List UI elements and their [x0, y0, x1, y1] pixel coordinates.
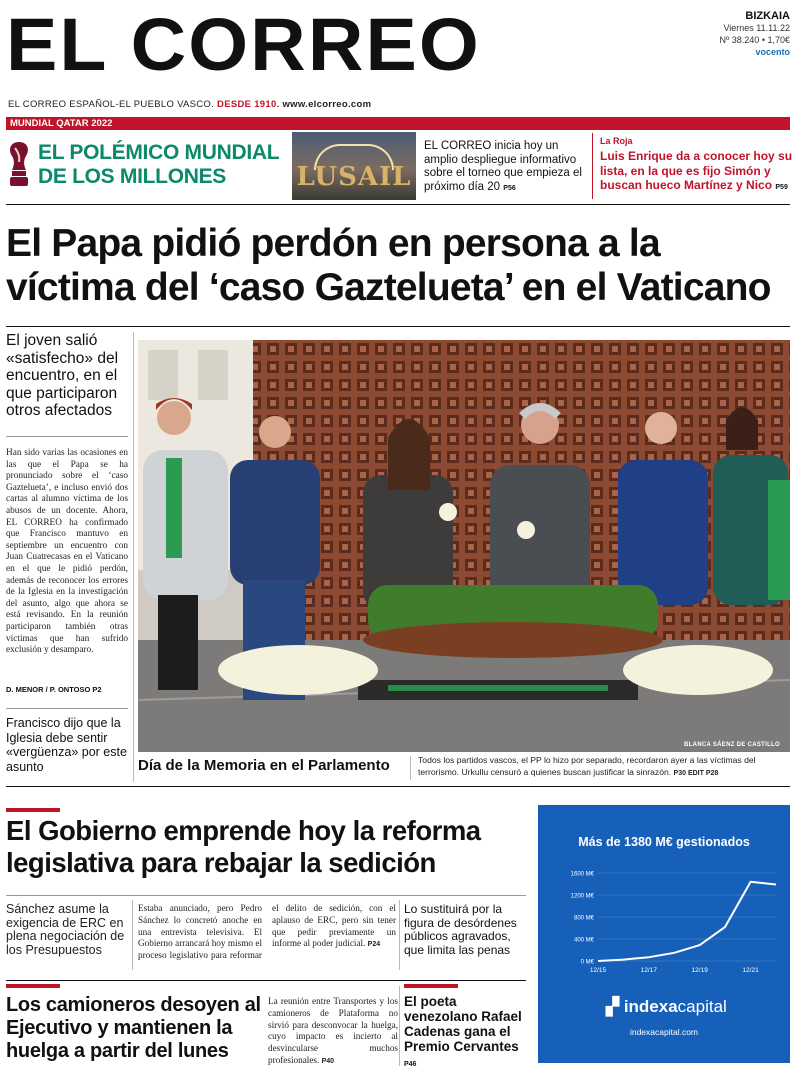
photo-caption-headline[interactable]: Día de la Memoria en el Parlamento: [138, 757, 390, 774]
edition-date: Viernes 11.11.22: [723, 23, 790, 33]
cervantes-page: P46: [404, 1061, 417, 1068]
roja-story[interactable]: [600, 149, 794, 196]
lusail-sign: LUSAIL: [296, 162, 412, 192]
world-cup-trophy-icon: [6, 140, 32, 190]
photo-caption-pages: P30 EDIT P28: [673, 769, 719, 777]
story2-sidebar: Lo sustituirá por la figura de desórdenes públicos agravados, que limita las penas: [404, 902, 517, 957]
promo-page: P56: [503, 184, 516, 192]
edition-region: BIZKAIA: [745, 10, 790, 22]
tagline-url[interactable]: www.elcorreo.com: [282, 99, 372, 110]
promo-text[interactable]: [424, 140, 582, 195]
section-bar: [6, 117, 790, 130]
lusail-stadium-image: [292, 132, 416, 200]
promo-divider: [592, 133, 593, 199]
caption-divider: [410, 756, 411, 780]
story3-accent: [6, 984, 60, 988]
story3-headline[interactable]: Los camioneros desoyen al Ejecutivo y mantienen la huelga a partir del lunes: [6, 994, 261, 1062]
photo-caption: [418, 755, 794, 779]
edition-info: [720, 10, 791, 58]
headline-rule: [6, 326, 790, 327]
roja-text: Luis Enrique da a conocer hoy su lista, en la que es fijo Simón y buscan hueco Martínez y Nico: [600, 149, 793, 192]
memorial-photo-illustration: [138, 340, 790, 752]
story2-divider-1: [132, 900, 133, 970]
cervantes-story[interactable]: [404, 994, 526, 1072]
side-quote-rule: [6, 708, 128, 709]
ad-chart-y-tick: 0 M€: [580, 959, 594, 966]
ad-chart-y-tick: 1200 M€: [570, 893, 594, 900]
story3-body-text: La reunión entre Transportes y los camioneros de Plataforma no sirvió para desconvocar la huelga, cuyo impacto es incierto al desvincularse muchos profesionales.: [268, 996, 398, 1065]
ad-title: Más de 1380 M€ gestionados: [578, 835, 750, 849]
ad-chart-series-line: [598, 882, 776, 961]
ad-chart-x-tick: 12/19: [691, 967, 708, 974]
roja-page: P59: [775, 184, 788, 191]
tagline-since: DESDE 1910.: [217, 99, 280, 110]
side-quote[interactable]: Francisco dijo que la Iglesia debe sentir «vergüenza» por este asunto: [6, 716, 127, 774]
photo-credit: BLANCA SÁENZ DE CASTILLO: [684, 742, 780, 748]
ad-brand-light: capital: [677, 997, 727, 1016]
ad-chart-x-tick: 12/15: [589, 967, 607, 974]
promo-text-body: EL CORREO inicia hoy un amplio despliegue informativo sobre el torneo que empieza el próximo día 20: [424, 140, 582, 193]
promo-bottom-rule: [6, 204, 790, 205]
story2-divider-2: [399, 900, 400, 970]
story3-divider: [399, 986, 400, 1066]
story2-body: [138, 903, 396, 962]
cervantes-accent: [404, 984, 458, 988]
column-divider: [133, 332, 134, 782]
indexa-logo-icon: ▞: [606, 997, 620, 1016]
ad-chart-y-tick: 400 M€: [573, 937, 594, 944]
story2-headline[interactable]: El Gobierno emprende hoy la reforma legislativa para rebajar la sedición: [6, 815, 481, 878]
ad-chart-x-tick: 12/21: [742, 967, 759, 974]
ad-brand: [606, 997, 727, 1017]
photo-bottom-rule: [6, 786, 790, 787]
ad-url[interactable]: indexacapital.com: [629, 1027, 699, 1037]
story2-subhead: Sánchez asume la exigencia de ERC en plena negociación de los Presupuestos: [6, 902, 125, 957]
indexa-capital-ad[interactable]: [538, 805, 790, 1063]
lead-subhead: El joven salió «satisfecho» del encuentro, en el que participaron otros afectados: [6, 332, 119, 419]
ad-chart-y-tick: 1600 M€: [570, 871, 594, 878]
roja-kicker: La Roja: [600, 136, 633, 146]
lead-byline: D. MENOR / P. ONTOSO P2: [6, 685, 102, 694]
memorial-photo[interactable]: [138, 340, 790, 752]
ad-chart-y-tick: 800 M€: [573, 915, 594, 922]
lead-subhead-rule: [6, 436, 128, 437]
edition-issue: Nº 38.240 • 1,70€: [719, 35, 790, 45]
newspaper-logo: EL CORREO: [6, 3, 481, 86]
ad-chart-x-tick: 12/17: [640, 967, 657, 974]
story2-accent: [6, 808, 60, 812]
tagline-main: EL CORREO ESPAÑOL-EL PUEBLO VASCO.: [8, 99, 215, 110]
cervantes-headline: El poeta venezolano Rafael Cadenas gana el Premio Cervantes: [404, 994, 522, 1054]
story2-rule: [6, 895, 526, 896]
photo-caption-text: Todos los partidos vascos, el PP lo hizo por separado, recordaron ayer a las víctimas del terrorismo. Urkullu censuró a quienes buscan justificar la sinrazón.: [418, 755, 756, 777]
masthead-tagline: [8, 99, 371, 110]
lead-body: Han sido varias las ocasiones en las que el Papa se ha pronunciado sobre el ‘caso Gaztelueta’, e incluso envió dos cartas al alumno víctima de los abusos de un docente. Ahora, EL CORREO ha confirmado que Francisco mantuvo en septiembre un encuentro con Juan Cuatrecasas en el Vaticano en el que le pidió perdón, además de reconocer los errores de la Iglesia en la investigación del asunto, algo que ahora se está revisando. En la reunión participaron también otras víctimas que han sufrido exclusión y desamparo.: [6, 448, 128, 656]
promo-title[interactable]: EL POLÉMICO MUNDIAL DE LOS MILLONES: [38, 141, 279, 188]
story3-body: [268, 996, 398, 1068]
section-label: MUNDIAL QATAR 2022: [10, 118, 113, 129]
story2-body-text: Estaba anunciado, pero Pedro Sánchez lo concretó anoche en una entrevista televisiva. El Gobierno arrancará hoy mismo el proceso legislativo para reformar el delito de sedición, con el aplauso de ERC, pero sin tener que pedir previamente un informe al poder judicial.: [138, 903, 396, 961]
story3-page: P40: [321, 1057, 335, 1065]
story2-page: P24: [367, 941, 381, 949]
story3-rule: [6, 980, 526, 981]
vocento-logo: vocento: [755, 47, 790, 57]
ad-line-chart: [538, 805, 790, 1063]
ad-brand-bold: indexa: [623, 997, 678, 1016]
main-headline[interactable]: El Papa pidió perdón en persona a la víctima del ‘caso Gaztelueta’ en el Vaticano: [6, 222, 771, 309]
